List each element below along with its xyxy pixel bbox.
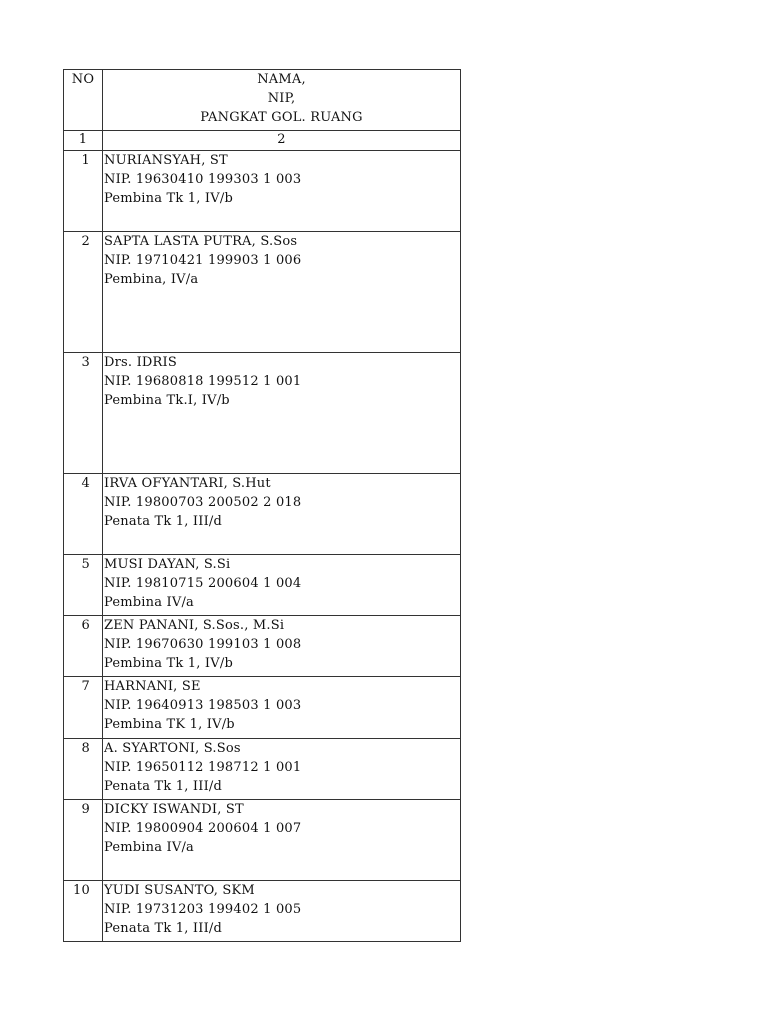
- table-row: [64, 474, 461, 555]
- column-number-row: [64, 131, 461, 151]
- employee-cell: [103, 151, 461, 232]
- employee-name: YUDI SUSANTO, SKM: [104, 883, 255, 898]
- header-name-nip-rank: [103, 70, 461, 131]
- employee-cell: [103, 353, 461, 474]
- column-number-2: 2: [103, 131, 461, 151]
- employee-rank: Pembina IV/a: [104, 840, 194, 855]
- employee-nip: NIP. 19650112 198712 1 001: [104, 760, 302, 775]
- employee-rank: Pembina Tk.I, IV/b: [104, 393, 230, 408]
- employee-cell: [103, 616, 461, 677]
- header-rank-label: PANGKAT GOL. RUANG: [200, 110, 363, 125]
- row-number: 4: [64, 474, 103, 555]
- header-name-label: NAMA,: [257, 72, 306, 87]
- employee-rank: Pembina TK 1, IV/b: [104, 717, 235, 732]
- column-number-1: 1: [64, 131, 103, 151]
- employee-rank: Pembina Tk 1, IV/b: [104, 191, 233, 206]
- header-nip-label: NIP,: [267, 91, 296, 106]
- employee-rank: Penata Tk 1, III/d: [104, 921, 223, 936]
- row-number: 7: [64, 677, 103, 739]
- table-row: [64, 739, 461, 800]
- row-number: 3: [64, 353, 103, 474]
- employee-cell: [103, 800, 461, 881]
- employee-rank: Pembina Tk 1, IV/b: [104, 656, 233, 671]
- employee-name: IRVA OFYANTARI, S.Hut: [104, 476, 271, 491]
- employee-name: SAPTA LASTA PUTRA, S.Sos: [104, 234, 298, 249]
- employee-name: Drs. IDRIS: [104, 355, 177, 370]
- employee-name: A. SYARTONI, S.Sos: [104, 741, 241, 756]
- employee-nip: NIP. 19710421 199903 1 006: [104, 253, 302, 268]
- table-row: [64, 555, 461, 616]
- employee-cell: [103, 739, 461, 800]
- header-no: NO: [64, 70, 103, 131]
- table-row: [64, 677, 461, 739]
- employee-name: MUSI DAYAN, S.Si: [104, 557, 231, 572]
- employee-name: ZEN PANANI, S.Sos., M.Si: [104, 618, 285, 633]
- row-number: 1: [64, 151, 103, 232]
- table-row: [64, 616, 461, 677]
- employee-nip: NIP. 19810715 200604 1 004: [104, 576, 302, 591]
- table-row: [64, 881, 461, 942]
- table-header-row: [64, 70, 461, 131]
- table-row: [64, 151, 461, 232]
- employee-nip: NIP. 19640913 198503 1 003: [104, 698, 302, 713]
- table-row: [64, 232, 461, 353]
- employee-rank: Penata Tk 1, III/d: [104, 514, 223, 529]
- employee-nip: NIP. 19670630 199103 1 008: [104, 637, 302, 652]
- employee-roster-table: [63, 69, 461, 942]
- employee-nip: NIP. 19680818 199512 1 001: [104, 374, 302, 389]
- employee-name: HARNANI, SE: [104, 679, 201, 694]
- row-number: 10: [64, 881, 103, 942]
- row-number: 5: [64, 555, 103, 616]
- employee-cell: [103, 474, 461, 555]
- employee-rank: Pembina, IV/a: [104, 272, 199, 287]
- employee-cell: [103, 677, 461, 739]
- row-number: 2: [64, 232, 103, 353]
- employee-nip: NIP. 19800904 200604 1 007: [104, 821, 302, 836]
- employee-cell: [103, 881, 461, 942]
- row-number: 6: [64, 616, 103, 677]
- employee-name: NURIANSYAH, ST: [104, 153, 228, 168]
- employee-nip: NIP. 19630410 199303 1 003: [104, 172, 302, 187]
- table-row: [64, 353, 461, 474]
- employee-cell: [103, 555, 461, 616]
- employee-name: DICKY ISWANDI, ST: [104, 802, 244, 817]
- employee-rank: Pembina IV/a: [104, 595, 194, 610]
- employee-cell: [103, 232, 461, 353]
- employee-nip: NIP. 19800703 200502 2 018: [104, 495, 302, 510]
- row-number: 8: [64, 739, 103, 800]
- employee-nip: NIP. 19731203 199402 1 005: [104, 902, 302, 917]
- employee-rank: Penata Tk 1, III/d: [104, 779, 223, 794]
- table-row: [64, 800, 461, 881]
- row-number: 9: [64, 800, 103, 881]
